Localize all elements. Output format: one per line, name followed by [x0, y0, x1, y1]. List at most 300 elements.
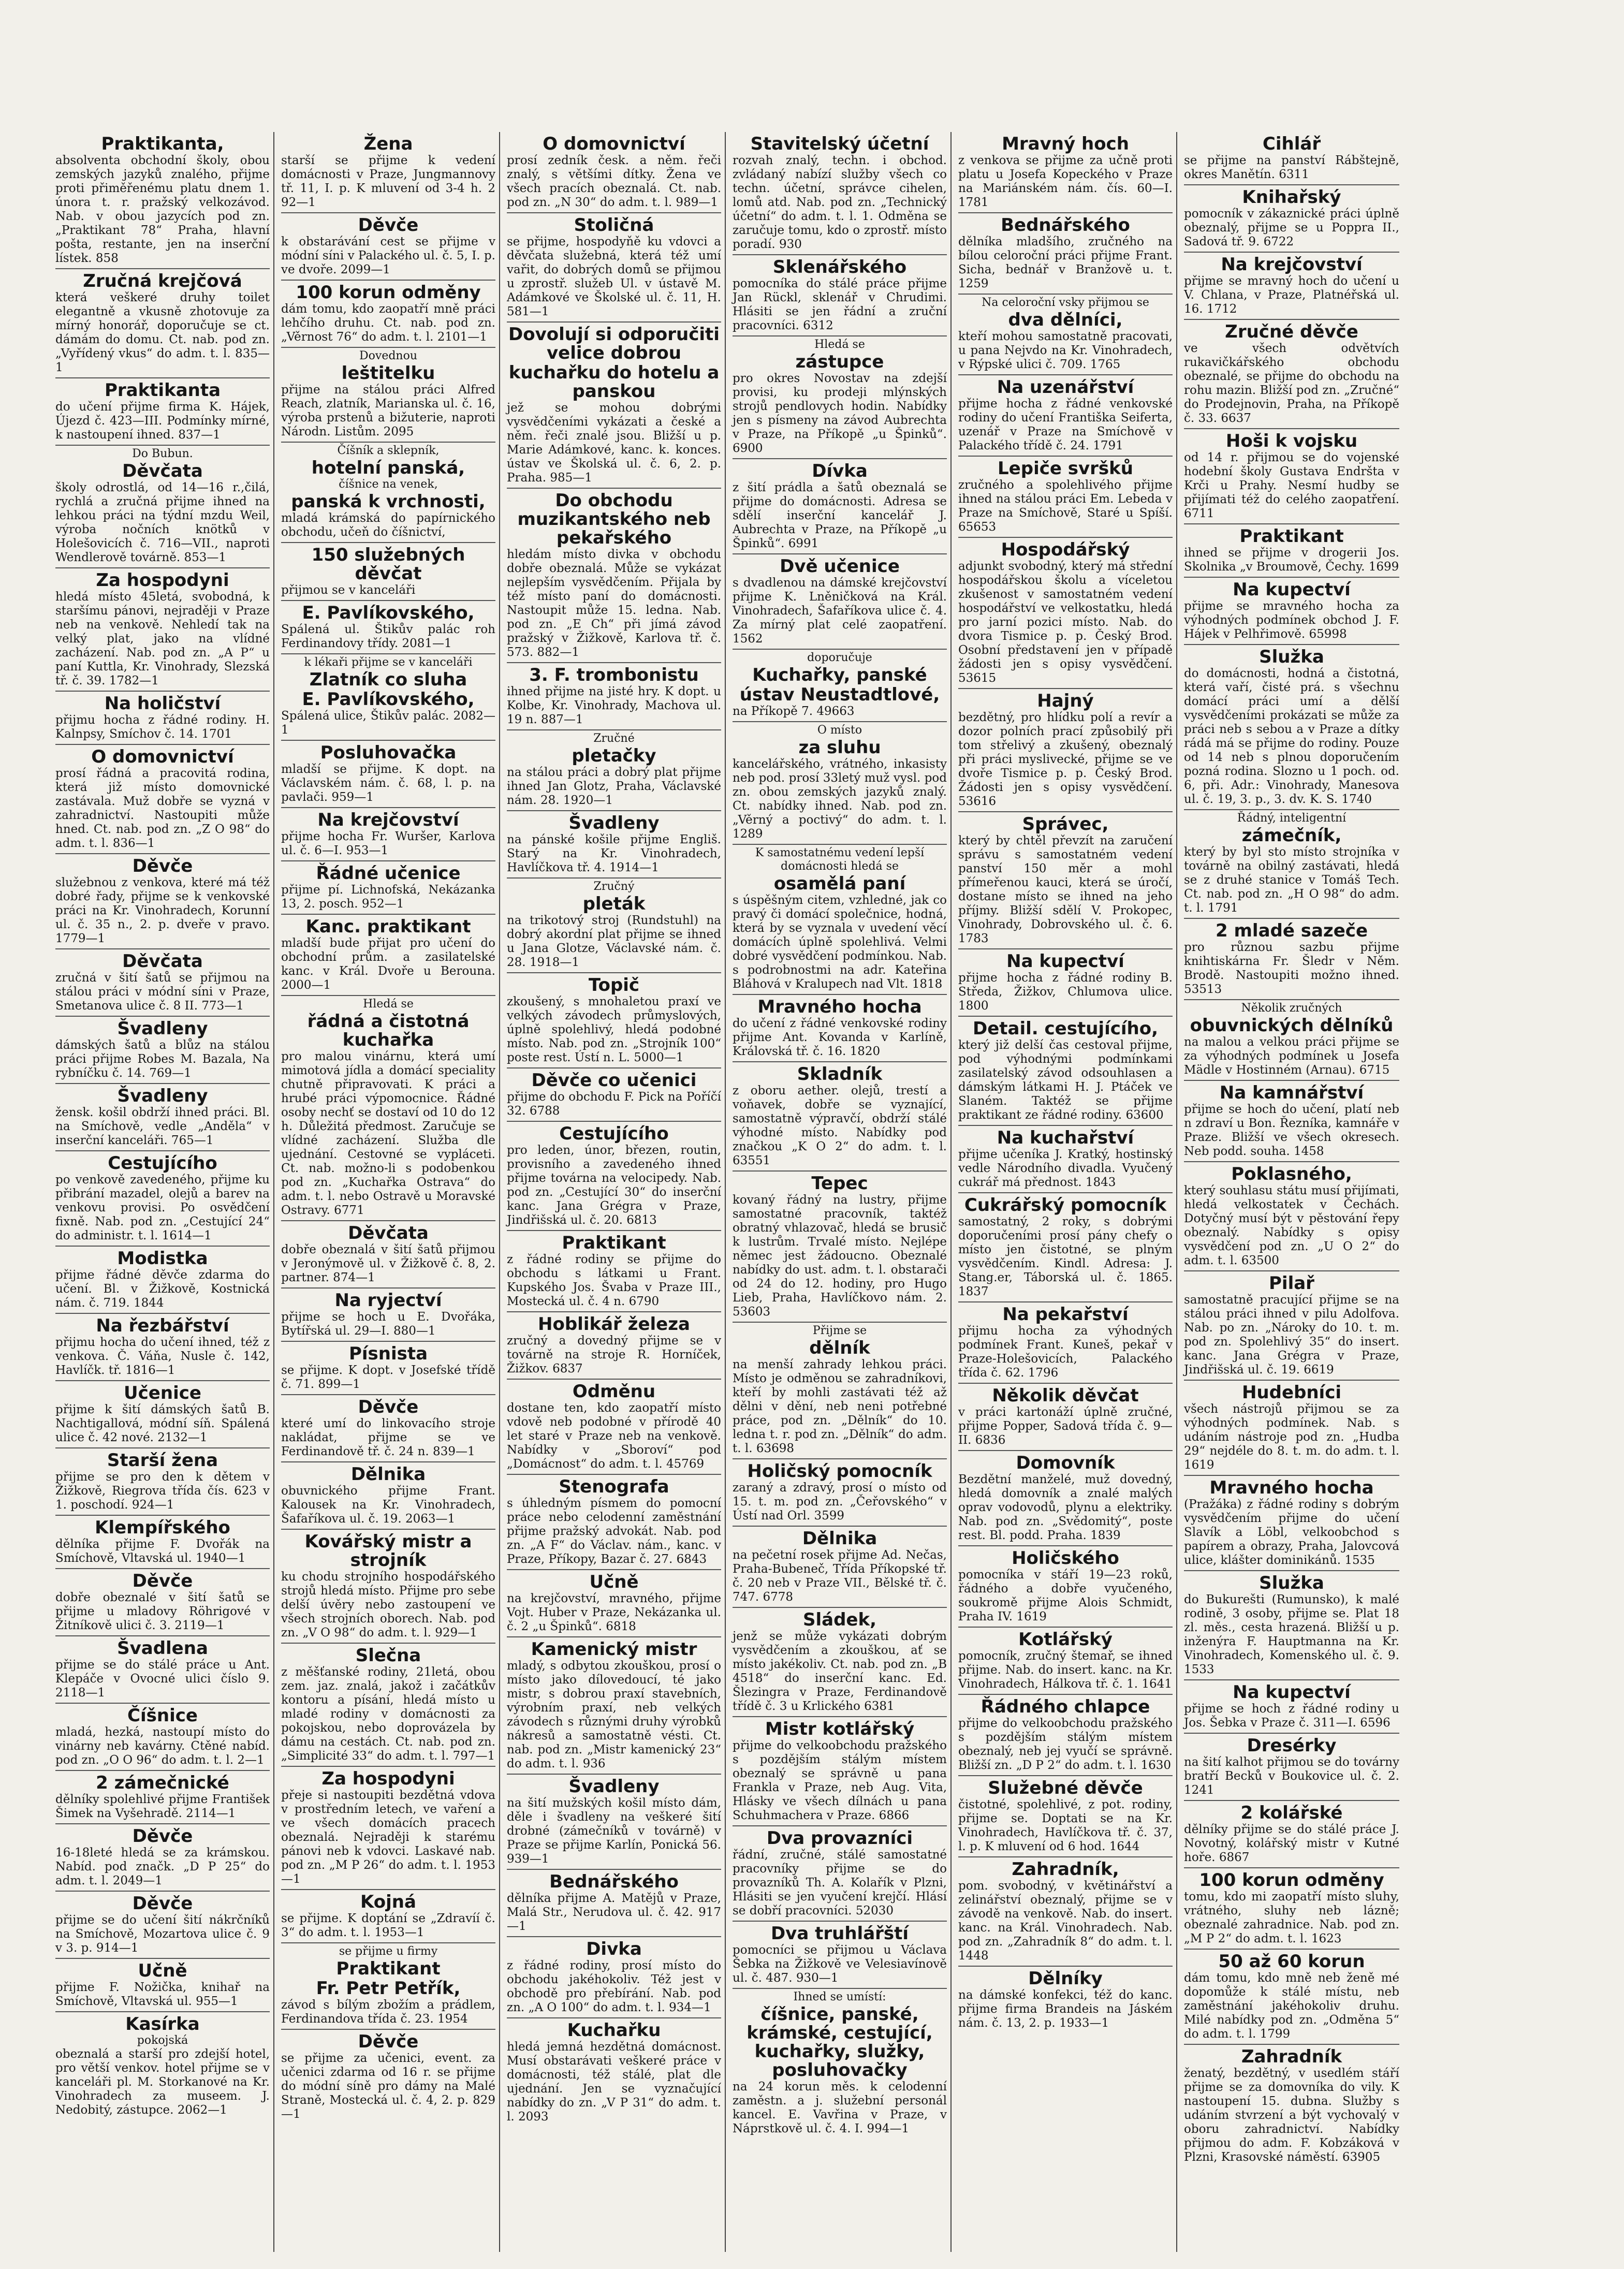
ad-heading: Děvče [358, 1397, 419, 1417]
ad-heading: Číšnice [127, 1705, 198, 1726]
classified-ad [733, 459, 947, 554]
classified-ad [1184, 132, 1399, 185]
ad-subheading: Zručný [593, 880, 635, 893]
ad-heading: Děvče [132, 856, 193, 876]
classified-ad [1184, 578, 1399, 645]
ad-body: zručného a spolehlivého přijme ihned na stálou práci Em. Lebeda v Praze na Smíchově, Staré u Spíší. 65653 [958, 478, 1173, 534]
ad-heading: ústav Neustadtlové, [739, 684, 940, 705]
ad-body: zaraný a zdravý, prosí o místo od 15. t. m. pod zn. „Čeřovského“ v Ústí nad Orl. 3599 [733, 1481, 947, 1523]
ad-body: obeznalá a starší pro zdejší hotel, pro větší venkov. hotel přijme se v kanceláři pl. M. Storkanové na Kr. Vinohradech za museem. J. Nedobitý, zástupce. 2062—1 [55, 2047, 270, 2117]
ad-body: čistotné, spolehlivé, z pot. rodiny, přijme se. Doptati se na Kr. Vinohradech, Havlíčkova tř. č. 37, l. p. K mluvení od 6 hod. 1644 [958, 1798, 1173, 1853]
ad-body: hledám místo divka v obchodu dobře obeznalá. Může se vykázat nejlepším vysvědčením. Přijala by též místo paní do domácnosti. Nastoupit může 15. ledna. Nab. pod zn. „E Ch“ při jímá závod pražský v Žižkově, Karlova tř. č. 573. 882—1 [507, 548, 721, 659]
classified-ad [281, 741, 495, 808]
classified-ad [733, 554, 947, 650]
ad-heading: Dělnika [350, 1464, 426, 1485]
ad-body: k obstarávání cest se přijme v módní síni v Palackého ul. č. 5, I. p. ve dvoře. 2099—1 [281, 235, 495, 276]
classified-ad [281, 1767, 495, 1890]
classified-ad [507, 1068, 721, 1122]
ad-column-6 [1180, 132, 1403, 2252]
ad-heading: Hudebníci [1241, 1382, 1342, 1403]
classified-ad [507, 213, 721, 323]
ad-body: pro okres Novostav na zdejší provisi, ku prodeji mlýnských strojů pendlovych hodin. Nabídky jen s písmeny na závod Aubrechta v Praze, na Příkopě „u Špinků“. 6900 [733, 372, 947, 455]
classified-ad [55, 1569, 270, 1636]
ad-heading: Tepec [811, 1173, 868, 1194]
ad-heading: Stavitelský účetní [750, 134, 929, 154]
ad-subheading: k lékaři přijme se v kanceláři [304, 656, 473, 669]
classified-ad [281, 1890, 495, 1943]
classified-ad [1184, 810, 1399, 919]
ad-body: přijme hocha z řádné venkovské rodiny do učení Františka Seiferta, uzenář v Praze na Smíchově v Palackého třídě č. 24. 1791 [958, 397, 1173, 452]
classified-ad [55, 745, 270, 854]
ad-body: na krejčovství, mravného, přijme Vojt. Huber v Praze, Nekázanka ul. č. 2 „u Špinků“. 6818 [507, 1592, 721, 1633]
classified-ad [507, 1637, 721, 1775]
classified-ad [733, 1172, 947, 1323]
ad-heading: Zručné děvče [1225, 321, 1358, 342]
classified-ad [507, 489, 721, 663]
ad-body: přijme F. Nožička, knihař na Smíchově, Vltavská ul. 955—1 [55, 1981, 270, 2008]
ad-heading: Cihlář [1262, 134, 1321, 154]
classified-ad [733, 1459, 947, 1527]
ad-body: v práci kartonáží úplně zručné, přijme Popper, Sadová třída č. 9—II. 6836 [958, 1406, 1173, 1447]
classified-ad [958, 949, 1173, 1017]
ad-heading: Na uzenářství [997, 377, 1134, 398]
ad-body: přijme do obchodu F. Pick na Poříčí 32. 6788 [507, 1090, 721, 1118]
classified-ad [733, 1826, 947, 1922]
ad-body: tomu, kdo mi zaopatří místo sluhy, vrátného, sluhy neb lázně; obeznalé zahradnice. Nab. pod zn. „M P 2“ do adm. t. l. 1623 [1184, 1890, 1399, 1945]
classified-ad [1184, 1734, 1399, 1801]
classified-ad [958, 1695, 1173, 1776]
ad-heading: Švadleny [568, 1776, 660, 1797]
classified-ad [55, 1771, 270, 1824]
ad-body: pom. svobodný, v květinářství a zelinářství obeznalý, přijme se v závodě na venkově. Nab. do insert. kanc. na Král. Vinohradech. Nab. pod zn. „Zahradník 8“ do adm. t. l. 1448 [958, 1879, 1173, 1963]
ad-heading: Hospodářský [1001, 539, 1130, 560]
ad-heading: Stoličná [574, 215, 654, 236]
ad-body: Bezdětní manželé, muž dovedný, hledá domovník a znalé malých oprav vodovodů, plynu a elektriky. Nab. pod zn. „Svědomitý“, poste rest. Bl. podd. Praha. 1839 [958, 1473, 1173, 1542]
ad-heading: Praktikant [1239, 526, 1344, 547]
ad-heading: Děvčata [122, 951, 203, 972]
classified-ad [958, 1126, 1173, 1193]
ad-heading: Kuchařku [567, 2020, 661, 2041]
ad-body: bezdětný, pro hlídku polí a revír a dozor polních prací způsobilý při tom střelivý a zkušený, obeznalý při práci myslivecké, přijme se ve dvoře Tismice p. p. Český Brod. Žádosti jen s opisy vysvědčení. 53616 [958, 711, 1173, 808]
ad-body: které umí do linkovacího stroje nakládat, přijme se ve Ferdinandově tř. č. 24 n. 839—1 [281, 1417, 495, 1458]
ad-body: přijme do velkoobchodu pražského s pozdějším stálým místem obeznalý, neb jej vyučí se správně. Bližší zn. „D P 2“ do adm. t. l. 1630 [958, 1717, 1173, 1772]
ad-column-1 [52, 132, 274, 2252]
ad-body: přijme na stálou práci Alfred Reach, zlatník, Marianska ul. č. 16, výroba prstenů a bižuterie, naproti Národn. Listům. 2095 [281, 383, 495, 438]
ad-heading: Na kupectví [1233, 1682, 1351, 1703]
ad-body: ihned se přijme v drogerii Jos. Skolnika „v Broumově, Čechy. 1699 [1184, 546, 1399, 574]
ad-body: po venkově zavedeného, přijme ku přibrání mazadel, olejů a barev na venkovu provisi. Po osvědčení fixně. Nab. pod zn. „Cestující 24“ do administr. t. l. 1614—1 [55, 1173, 270, 1242]
classified-ad [1184, 1801, 1399, 1868]
ad-body: na stálou práci a dobrý plat přijme ihned Jan Glotz, Praha, Václavské nám. 28. 1920—1 [507, 766, 721, 807]
ad-body: pomocníka do stálé práce přijme Jan Rückl, sklenář v Chrudimi. Hlásiti se jen řádní a zruční pracovníci. 6312 [733, 277, 947, 332]
ad-body: dobře obeznalé v šití šatů se přijme u mladovy Röhrigové v Žitníkově ulici č. 3. 2119—1 [55, 1591, 270, 1632]
ad-body: ihned přijme na jisté hry. K dopt. u Kolbe, Kr. Vinohrady, Machova ul. 19 n. 887—1 [507, 685, 721, 726]
ad-body: z šití prádla a šatů obeznalá se přijme do domácnosti. Adresa se sdělí inserční kancelář J. Aubrechta v Praze, na Příkopě „u Špinků“. 6991 [733, 481, 947, 550]
ad-column-4 [729, 132, 952, 2252]
classified-ad [55, 1959, 270, 2012]
classified-ad [55, 1448, 270, 1516]
ad-subheading: Několik zručných [1241, 1002, 1342, 1015]
classified-ad [55, 1017, 270, 1084]
classified-ad [1184, 2045, 1399, 2167]
ad-heading: Na kupectví [1006, 951, 1124, 972]
ad-body: zkoušený, s mnohaletou praxí ve velkých závodech průmyslových, úplně spolehlivý, hledá podobné místo. Nab. pod zn. „Strojník 100“ poste rest. Ústí n. L. 5000—1 [507, 995, 721, 1064]
classified-ad [1184, 1000, 1399, 1081]
ad-heading: 100 korun odměny [296, 282, 481, 303]
ad-body: rozvah znalý, techn. i obchod. zvládaný nabízí služby všech co techn. účetní, správce cihelen, lomů atd. Nab. pod zn. „Technický účetní“ do adm. t. l. 1. Odměna se zaručuje tomu, kdo o zprostř. místo poradí. 930 [733, 154, 947, 251]
classified-ad [958, 1967, 1173, 2033]
ad-heading: Děvčata [348, 1223, 429, 1243]
ad-heading: Kojná [360, 1892, 416, 1912]
ad-body: dělníky spolehlivé přijme František Šimek na Vyšehradě. 2114—1 [55, 1793, 270, 1820]
classified-ad [733, 1989, 947, 2139]
classified-ad [281, 601, 495, 654]
ad-body: přijme učeníka J. Kratký, hostinský vedle Národního divadla. Vyučený cukrář má přednost. 1843 [958, 1148, 1173, 1189]
ad-heading: Hoblikář železa [538, 1314, 690, 1335]
ad-subheading: Dovednou [359, 349, 417, 362]
ad-body: pomocník, zručný štemař, se ihned přijme. Nab. do insert. kanc. na Kr. Vinohradech, Hálkova tř. č. 1. 1641 [958, 1649, 1173, 1691]
ad-body: dělníka přijme F. Dvořák na Smíchově, Vltavská ul. 1940—1 [55, 1538, 270, 1565]
classified-ad [507, 663, 721, 730]
ad-body: dám tomu, kdo zaopatří mně práci lehčího druhu. Ct. nab. pod zn. „Věrnost 76“ do adm. t. l. 2101—1 [281, 302, 495, 344]
classified-ad [733, 1717, 947, 1826]
ad-subheading: se přijme u firmy [339, 1945, 438, 1958]
classified-ad [507, 730, 721, 811]
ad-body: zručný a dovedný přijme se v továrně na stroje R. Horníček, Žižkov. 6837 [507, 1334, 721, 1375]
classified-ad [1184, 1162, 1399, 1271]
ad-body: která veškeré druhy toilet elegantně a vkusně zhotovuje za mírný honorář, doporučuje se ct. dámám do domu. Ct. nab. pod zn. „Vyřídený vkus“ do adm. t. l. 835—1 [55, 291, 270, 374]
ad-body: mladší bude přijat pro učení do obchodní prům. a zasilatelské kanc. v Král. Dvoře u Berouna. 2000—1 [281, 936, 495, 992]
classified-ad [507, 1870, 721, 1937]
ad-subheading: Do Bubun. [132, 447, 193, 460]
ad-heading: Sklenářského [772, 257, 907, 277]
classified-ad [281, 654, 495, 741]
classified-ad [281, 915, 495, 996]
classified-ad [55, 269, 270, 378]
ad-body: přijme hocha z řádné rodiny B. Středa, Žižkov, Chlumova ulice. 1800 [958, 971, 1173, 1013]
ad-heading: Písnista [348, 1343, 428, 1364]
ad-heading: Modistka [117, 1248, 208, 1269]
ad-subheading: Řádný, inteligentní [1237, 812, 1347, 825]
ad-heading: Divka [586, 1939, 642, 1959]
ad-heading: Na krejčovství [1221, 254, 1363, 275]
ad-heading: Hajný [1037, 691, 1094, 711]
classified-ad [958, 213, 1173, 295]
classified-ad [958, 1302, 1173, 1384]
classified-ad [55, 2012, 270, 2120]
classified-ad [507, 1775, 721, 1870]
classified-ad [507, 1475, 721, 1570]
ad-body: dělníka mladšího, zručného na bílou celoroční práci přijme Frant. Sicha, bednář v Branžově u. t. 1259 [958, 235, 1173, 290]
classified-ad [958, 295, 1173, 375]
classified-ad [281, 1289, 495, 1342]
ad-subheading: Zručné [593, 732, 635, 745]
ad-heading: obuvnických dělníků [1190, 1015, 1394, 1036]
ad-heading: Na kuchařství [997, 1128, 1134, 1148]
ad-heading: Kuchařky, panské [752, 665, 927, 685]
classified-ad [55, 1314, 270, 1381]
classified-ad [958, 538, 1173, 689]
ad-column-5 [955, 132, 1177, 2252]
ad-body: samostatně pracující přijme se na stálou práci ihned v pilu Adolfova. Nab. po zn. „Nároky do 10. t. m. pod zn. Spolehlivý 35“ do insert. kanc. Jana Grégra v Praze, Jindřišská ul. č. 19. 6619 [1184, 1293, 1399, 1377]
ad-body: na menší zahrady lehkou práci. Místo je odměnou se zahradníkovi, kteří by mohli zastávati též až dělni v dění, neb neni potřebné práce, pod zn. „Dělník“ do 10. ledna t. r. pod zn. „Dělník“ do adm. t. l. 63698 [733, 1358, 947, 1455]
ad-body: do učení přijme firma K. Hájek, Újezd č. 423—III. Podmínky mírné, k nastoupení ihned. 837—1 [55, 400, 270, 442]
ad-body: přijme se pro den k dětem v Žižkově, Riegrova třída čís. 623 v 1. poschodí. 924—1 [55, 1470, 270, 1512]
ad-heading: O domovnictví [91, 746, 234, 767]
classified-ad [1184, 645, 1399, 810]
ad-heading: E. Pavlíkovského, [302, 689, 475, 710]
ad-heading: Domovník [1016, 1453, 1115, 1473]
ad-heading: Kovářský mistr a strojník [304, 1531, 472, 1571]
classified-ad [1184, 919, 1399, 1000]
classified-ad [281, 996, 495, 1221]
classified-ad [1184, 1271, 1399, 1381]
classified-ad [281, 1342, 495, 1395]
ad-heading: Správec, [1022, 814, 1109, 835]
classified-ad [55, 378, 270, 446]
ad-body: do učení z řádné venkovské rodiny přijme Ant. Kovanda v Karlíně, Královská tř. č. 16. 1820 [733, 1017, 947, 1058]
ad-heading: Mravného hocha [757, 997, 922, 1017]
ad-body: přijme do velkoobchodu pražského s pozdějším stálým místem obeznalý se správně u pana Frankla v Praze, neb Aug. Vita, Hlásky ve všech dílnách u pana Schuhmachera v Praze. 6866 [733, 1739, 947, 1822]
ad-body: z venkova se přijme za učně proti platu u Josefa Kopeckého v Praze na Mariánském nám. čís. 60—I. 1781 [958, 154, 1173, 209]
ad-heading: Děvče [358, 215, 419, 236]
ad-body: Spálená ul. Štikův palác roh Ferdinandovy třídy. 2081—1 [281, 623, 495, 650]
ad-heading: Topič [588, 975, 640, 996]
ad-heading: zámečník, [1241, 825, 1342, 846]
ad-heading: Fr. Petr Petřík, [316, 1978, 461, 1999]
ad-heading: E. Pavlíkovského, [302, 603, 475, 623]
ad-body: na trikotový stroj (Rundstuhl) na dobrý akordní plat přijme se ihned u Jana Glotze, Václavské nám. č. 28. 1918—1 [507, 914, 721, 969]
ad-heading: Dresérky [1247, 1735, 1337, 1756]
classified-ad [958, 1017, 1173, 1126]
classified-ad [507, 879, 721, 973]
ad-heading: Služebné děvče [988, 1778, 1143, 1798]
ad-heading: Praktikanta [104, 380, 221, 401]
ad-heading: leštitelku [341, 363, 435, 384]
ad-column-2 [277, 132, 500, 2252]
ad-heading: řádná a čistotná kuchařka [307, 1011, 470, 1050]
classified-ad [281, 1395, 495, 1462]
ad-body: (Pražáka) z řádné rodiny s dobrým vysvědčením přijme do učení Slavík a Löbl, velkoobchod s papírem a obrazy, Praha, Jalovcová ulice, klášter dominikánů. 1535 [1184, 1498, 1399, 1567]
classified-ad [1184, 429, 1399, 524]
ad-body: na Příkopě 7. 49663 [733, 705, 855, 718]
ad-body: dám tomu, kdo mně neb ženě mé dopomůže k stálé místu, neb zaměstnání jakéhokoliv druhu. Milé nabídky pod zn. „Odměna 5“ do adm. t. l. 1799 [1184, 1971, 1399, 2041]
ad-heading: Kamenický mistr [531, 1639, 697, 1660]
ad-body: přijme řádné děvče zdarma do učení. Bl. v Žižkově, Kostnická nám. č. 719. 1844 [55, 1268, 270, 1310]
ad-heading: 2 mladé sazeče [1216, 920, 1368, 941]
classified-ad [281, 2030, 495, 2124]
ad-body: který by chtěl převzít na zaručení správu s samostatném vedení panství 150 měr a mohl přímeřenou kauci, která se úročí, dostane místo se ihned na jeho příjmy. Bližší sdělí V. Prokopec, Vinohrady, Dobrovského ul. č. 6. 1783 [958, 834, 1173, 945]
ad-heading: Děvčata [122, 461, 203, 481]
classified-ad [958, 457, 1173, 538]
ad-heading: Zahradník [1241, 2046, 1342, 2067]
ad-heading: dva dělníci, [1008, 310, 1123, 330]
ad-heading: Na kamnářství [1219, 1082, 1364, 1103]
classified-ad [507, 811, 721, 879]
ad-body: přeje si nastoupiti bezdětná vdova v prostředním letech, ve vaření a ve všech domácích pracech obeznalá. Nejraději k starému pánovi neb k vdovci. Laskavé nab. pod zn. „M P 26“ do adm. t. l. 1953—1 [281, 1789, 495, 1886]
ad-heading: Detail. cestujícího, [972, 1018, 1159, 1039]
ad-heading: Na řezbářství [96, 1315, 229, 1336]
ad-heading: Na kupectví [1233, 579, 1351, 600]
ad-body: kancelářského, vrátného, inkasisty neb pod. prosí 33letý muž vysl. pod zn. obou zemských jazyků znalý. Ct. nabídky ihned. Nab. pod zn. „Věrný a poctivý“ do adm. t. l. 1289 [733, 757, 947, 841]
newspaper-page [52, 132, 1597, 2252]
ad-heading: Hoši k vojsku [1225, 431, 1358, 451]
ad-body: na pečetní rosek přijme Ad. Nečas, Praha-Bubeneč, Třída Příkopské tř. č. 20 neb v Praze VII., Bělské tř. č. 747. 6778 [733, 1548, 947, 1604]
ad-heading: 100 korun odměny [1199, 1870, 1384, 1891]
ad-column-3 [503, 132, 726, 2252]
classified-ad [958, 1451, 1173, 1546]
classified-ad [55, 949, 270, 1017]
ad-body: přijme se do stálé práce u Ant. Klepáče v Ovocné ulici číslo 9. 2118—1 [55, 1658, 270, 1700]
ad-heading: Švadleny [117, 1086, 208, 1106]
ad-heading: Děvče co učenici [531, 1070, 697, 1091]
classified-ad [1184, 1571, 1399, 1680]
classified-ad [507, 973, 721, 1068]
ad-body: pro malou vinárnu, která umí mimotová jídla a domácí speciality chutně připravovati. K práci a hrubé práci výpomocnice. Řádné osoby nechť se dostaví od 10 do 12 h. Důležitá předmost. Zaručuje se vlídné zacházení. Služba dle ujednání. Cestovné se vypláceti. Ct. nab. možno-li s podobenkou pod zn. „Kuchařka Ostrava“ do adm. t. l. nebo Ostravě u Moravské Ostravy. 6771 [281, 1050, 495, 1217]
ad-subheading: Přijme se [812, 1324, 867, 1337]
ad-heading: Dívka [812, 461, 868, 481]
classified-ad [733, 722, 947, 845]
ad-body: školy odrostlá, od 14—16 r.,čilá, rychlá a zručná přijme ihned na lehkou práci na týdní mzdu Weil, výroba nočních knötků v Holešovicích č. 716—VII., naproti Wendlerově továrně. 853—1 [55, 481, 270, 564]
ad-heading: Na ryjectví [334, 1290, 442, 1311]
ad-heading: Cukrářský pomocník [964, 1195, 1167, 1216]
ad-heading: Švadlena [117, 1638, 208, 1659]
classified-ad [1184, 1950, 1399, 2045]
ad-body: prosí řádná a pracovitá rodina, která již místo domovnické zastávala. Muž dobře se vyzná v zahradnictví. Nastoupiti může hned. Ct. nab. pod zn. „Z O 98“ do adm. t. l. 836—1 [55, 767, 270, 850]
classified-ad [958, 689, 1173, 812]
ad-body: od 14 r. přijmou se do vojenské hodební školy Gustava Endršta v Krči u Prahy. Nesmí hudby se přijímati též do celého zaopatření. 6711 [1184, 451, 1399, 520]
ad-heading: dělník [809, 1338, 870, 1358]
ad-body: s úspěšným citem, vzhledné, jak co pravý či domácí společnice, hodná, která by se vyznala v uvedení věcí domácích úplně spolehlivá. Velmi dobré vysvědčení podmínkou. Nab. s podrobnostmi na adr. Kateřina Bláhová v Kralupech nad Vlt. 1818 [733, 894, 947, 991]
ad-body: dělníka přijme A. Matějů v Praze, Malá Str., Nerudova ul. č. 42. 917—1 [507, 1892, 721, 1933]
ad-heading: Děvče [132, 1826, 193, 1847]
ad-heading: Do obchodu muzikantského neb pekařského [517, 490, 711, 548]
ad-heading: Kasírka [125, 2014, 200, 2034]
ad-body: obuvnického přijme Frant. Kalousek na Kr. Vinohradech, Šafaříkova ul. č. 19. 2063—1 [281, 1484, 495, 1526]
classified-ad [281, 213, 495, 281]
classified-ad [55, 1084, 270, 1151]
classified-ad [55, 1247, 270, 1314]
ad-heading: Sládek, [802, 1609, 876, 1630]
classified-ad [281, 1221, 495, 1289]
ad-heading: Služka [1259, 647, 1324, 667]
ad-body: na dámské konfekci, též do kanc. přijme firma Brandeis na Jáském nám. č. 13, 2. p. 1933—1 [958, 1988, 1173, 2030]
ad-body: na pánské košile přijme Engliš. Starý na Kr. Vinohradech, Havlíčkova tř. 4. 1914—1 [507, 833, 721, 874]
ad-body: pomocník v zákaznické práci úplně obeznalý, přijme se u Poppra II., Sadová tř. 9. 6722 [1184, 207, 1399, 248]
ad-body: mladý, s odbytou zkouškou, prosí o místo jako dílovedoucí, té jako mistr, s dobrou praxí stavebních, výrobním praxí, neb velkých závodech s různými druhy výrobků nákresů a samostatně vésti. Ct. nab. pod zn. „Mistr kamenický 23“ do adm. t. l. 936 [507, 1659, 721, 1770]
ad-body: všech nástrojů přijmou se za výhodných podmínek. Nab. s udáním nástroje pod zn. „Hudba 29“ nejdéle do 8. t. m. do adm. t. l. 1619 [1184, 1402, 1399, 1472]
ad-body: mladá krámská do papírnického obchodu, učeň do číšnictví, [281, 511, 495, 539]
classified-ad [958, 1776, 1173, 1857]
ad-heading: Za hospodyni [321, 1768, 455, 1789]
ad-subheading: doporučuje [807, 651, 872, 664]
ad-body: závod s bílým zbožím a prádlem, Ferdinandova třída č. 23. 1954 [281, 1998, 495, 2026]
ad-heading: 2 kolářské [1240, 1803, 1343, 1823]
ad-heading: Několik děvčat [992, 1385, 1139, 1406]
classified-ad [1184, 320, 1399, 429]
ad-heading: Řádného chlapce [981, 1696, 1150, 1717]
ad-body: z oboru aether. olejů, trestí a voňavek, dobře se vyznající, samostatně výpravčí, obdrží stálé výhodné místo. Nabídky pod značkou „K O 2“ do adm. t. l. 63551 [733, 1084, 947, 1167]
classified-ad [733, 650, 947, 722]
ad-heading: Holičský pomocník [747, 1461, 932, 1482]
classified-ad [507, 1122, 721, 1231]
ad-subheading: Hledá se [363, 998, 414, 1011]
ad-heading: Na krejčovství [317, 810, 459, 830]
ad-heading: Děvče [358, 2031, 419, 2052]
classified-ad [1184, 1081, 1399, 1162]
ad-heading: Pilař [1269, 1273, 1314, 1294]
ad-body: jenž se může vykázati dobrým vysvědčením a zkouškou, ať se místo jakékoliv. Ct. nab. pod zn. „B 4518“ do inserční kanc. Ed. Šlezingra v Praze, Ferdinandově třídě č. 3 u Krlického 6381 [733, 1630, 947, 1713]
ad-heading: kuchařku do hotelu a panskou [508, 362, 720, 402]
classified-ad [55, 1381, 270, 1448]
ad-body: se přijme na panství Rábštejně, okres Manětín. 6311 [1184, 154, 1399, 181]
ad-body: do domácnosti, hodná a čistotná, která vaří, čisté prá. s všechnu domácí práci umí a dělší vysvědčeními prokázati se může za práci neb s sebou a v Praze a dítky rádá má se přijme do rodiny. Pouze od 14 neb s plnou doporučením pozná rodina. Slozno u 1 poch. od. 6, při. Adr.: Vinohrady, Manesova ul. č. 19, 3. p., 3. dv. K. S. 1740 [1184, 667, 1399, 806]
classified-ad [281, 1530, 495, 1644]
ad-body: ve všech odvětvích rukavičkářského obchodu obeznalé, se přijme do obchodu na rohu mazin. Bližší pod zn. „Zručné“ do Prodejnovin, Praha, na Příkopě č. 33. 6637 [1184, 342, 1399, 425]
ad-body: mladá, hezká, nastoupí místo do vinárny neb kavárny. Ctěné nabíd. pod zn. „O O 96“ do adm. t. l. 2—1 [55, 1725, 270, 1767]
classified-ad [1184, 1476, 1399, 1571]
classified-ad [733, 1608, 947, 1717]
ad-heading: Dvě učenice [780, 556, 900, 577]
ad-body: přijmu hocha do učení ihned, též z venkova. Č. Váňa, Nusle č. 142, Havlíčk. tř. 1816—1 [55, 1336, 270, 1377]
ad-body: na 24 korun měs. k celodenní zaměstn. a j. služební personál kancel. E. Vavřina v Praze, v Náprstkově ul. č. 4. I. 994—1 [733, 2080, 947, 2135]
ad-heading: Mistr kotlářský [765, 1719, 915, 1739]
ad-heading: Děvče [132, 1571, 193, 1591]
ad-heading: Skladník [797, 1064, 883, 1085]
ad-body: přijme pí. Lichnofská, Nekázanka 13, 2. posch. 952—1 [281, 883, 495, 911]
ad-body: který již delší čas cestoval přijme, pod výhodnými podmínkami zasilatelský závod odsouhlasen a dámským látkami H. J. Ptáček ve Slaném. Taktéž se přijme praktikant ze řádné rodiny. 63600 [958, 1038, 1173, 1122]
classified-ad [281, 861, 495, 915]
ad-body: přijme se mravného hocha za výhodných podmínek obchod J. F. Hájek v Pelhřimově. 65998 [1184, 599, 1399, 641]
ad-heading: Zlatník co sluha [309, 669, 467, 690]
classified-ad [507, 1231, 721, 1312]
classified-ad [281, 1462, 495, 1530]
classified-ad [55, 1151, 270, 1247]
classified-ad [55, 692, 270, 745]
ad-heading: Švadleny [568, 813, 660, 833]
ad-heading: 150 služebných děvčat [311, 545, 465, 584]
ad-heading: Učně [589, 1572, 639, 1592]
ad-subheading: Na celoroční vsky přijmou se [982, 296, 1149, 309]
ad-body: z řádné rodiny se přijme do obchodu s látkami u Frant. Kupského Jos. Švaba v Praze III., Mostecká ul. č. 4 n. 6790 [507, 1253, 721, 1308]
ad-body: 16-18leté hledá se za krámskou. Nabíd. pod značk. „D P 25“ do adm. t. l. 2049—1 [55, 1846, 270, 1887]
classified-ad [507, 1380, 721, 1475]
ad-body: přijme se mravný hoch do učení u V. Chlana, v Praze, Platnéřská ul. 16. 1712 [1184, 274, 1399, 316]
classified-ad [958, 132, 1173, 213]
ad-heading: Dva provazníci [766, 1828, 913, 1849]
ad-heading: Cestujícího [108, 1153, 217, 1174]
classified-ad [281, 1943, 495, 2030]
ad-heading: Lepiče svršků [998, 458, 1133, 479]
ad-heading: Řádné učenice [316, 863, 461, 884]
ad-body: z měšťanské rodiny, 21letá, obou zem. jaz. znalá, jakož i začátkův kontoru a písání, hledá místo u mladé rodiny v domácnosti za pokojskou, nebo doprovázela by dámu na cestách. Ct. nab. pod zn. „Simplicité 33“ do adm. t. l. 797—1 [281, 1665, 495, 1763]
ad-body: se přijme. K dopt. v Josefské třídě č. 71. 899—1 [281, 1364, 495, 1391]
ad-body: do Bukurešti (Rumunsko), k malé rodině, 3 osoby, přijme se. Plat 18 zl. měs., cesta hrazená. Bližší u p. inženýra F. Hauptmanna na Kr. Vinohradech, Komenského ul. č. 9. 1533 [1184, 1593, 1399, 1676]
ad-body: z řádné rodiny, prosí místo do obchodu jakéhokoliv. Též jest v obchodě pro přebírání. Nab. pod zn. „A O 100“ do adm. t. l. 934—1 [507, 1959, 721, 2014]
ad-body: s úhledným písmem do pomocní práce nebo celodenní zaměstnání přijme pražský advokát. Nab. pod zn. „A F“ do Václav. nám., kanc. v Praze, Příkopy, Bazar č. 27. 6843 [507, 1497, 721, 1566]
ad-heading: 2 zámečnické [96, 1773, 229, 1793]
classified-ad [733, 1922, 947, 1989]
ad-body: se přijme. K doptání se „Zdravíí č. 3“ do adm. t. l. 1953—1 [281, 1912, 495, 1939]
classified-ad [733, 255, 947, 336]
classified-ad [1184, 1680, 1399, 1734]
classified-ad [281, 281, 495, 348]
ad-heading: Knihařský [1242, 187, 1341, 208]
ad-heading: O domovnictví [543, 134, 685, 154]
ad-body: přijmou se v kanceláři [281, 583, 416, 597]
ad-body: žensk. košil obdrží ihned práci. Bl. na Smíchově, vedle „Anděla“ v inserční kanceláři. 765—1 [55, 1106, 270, 1147]
ad-heading: zástupce [795, 352, 884, 372]
